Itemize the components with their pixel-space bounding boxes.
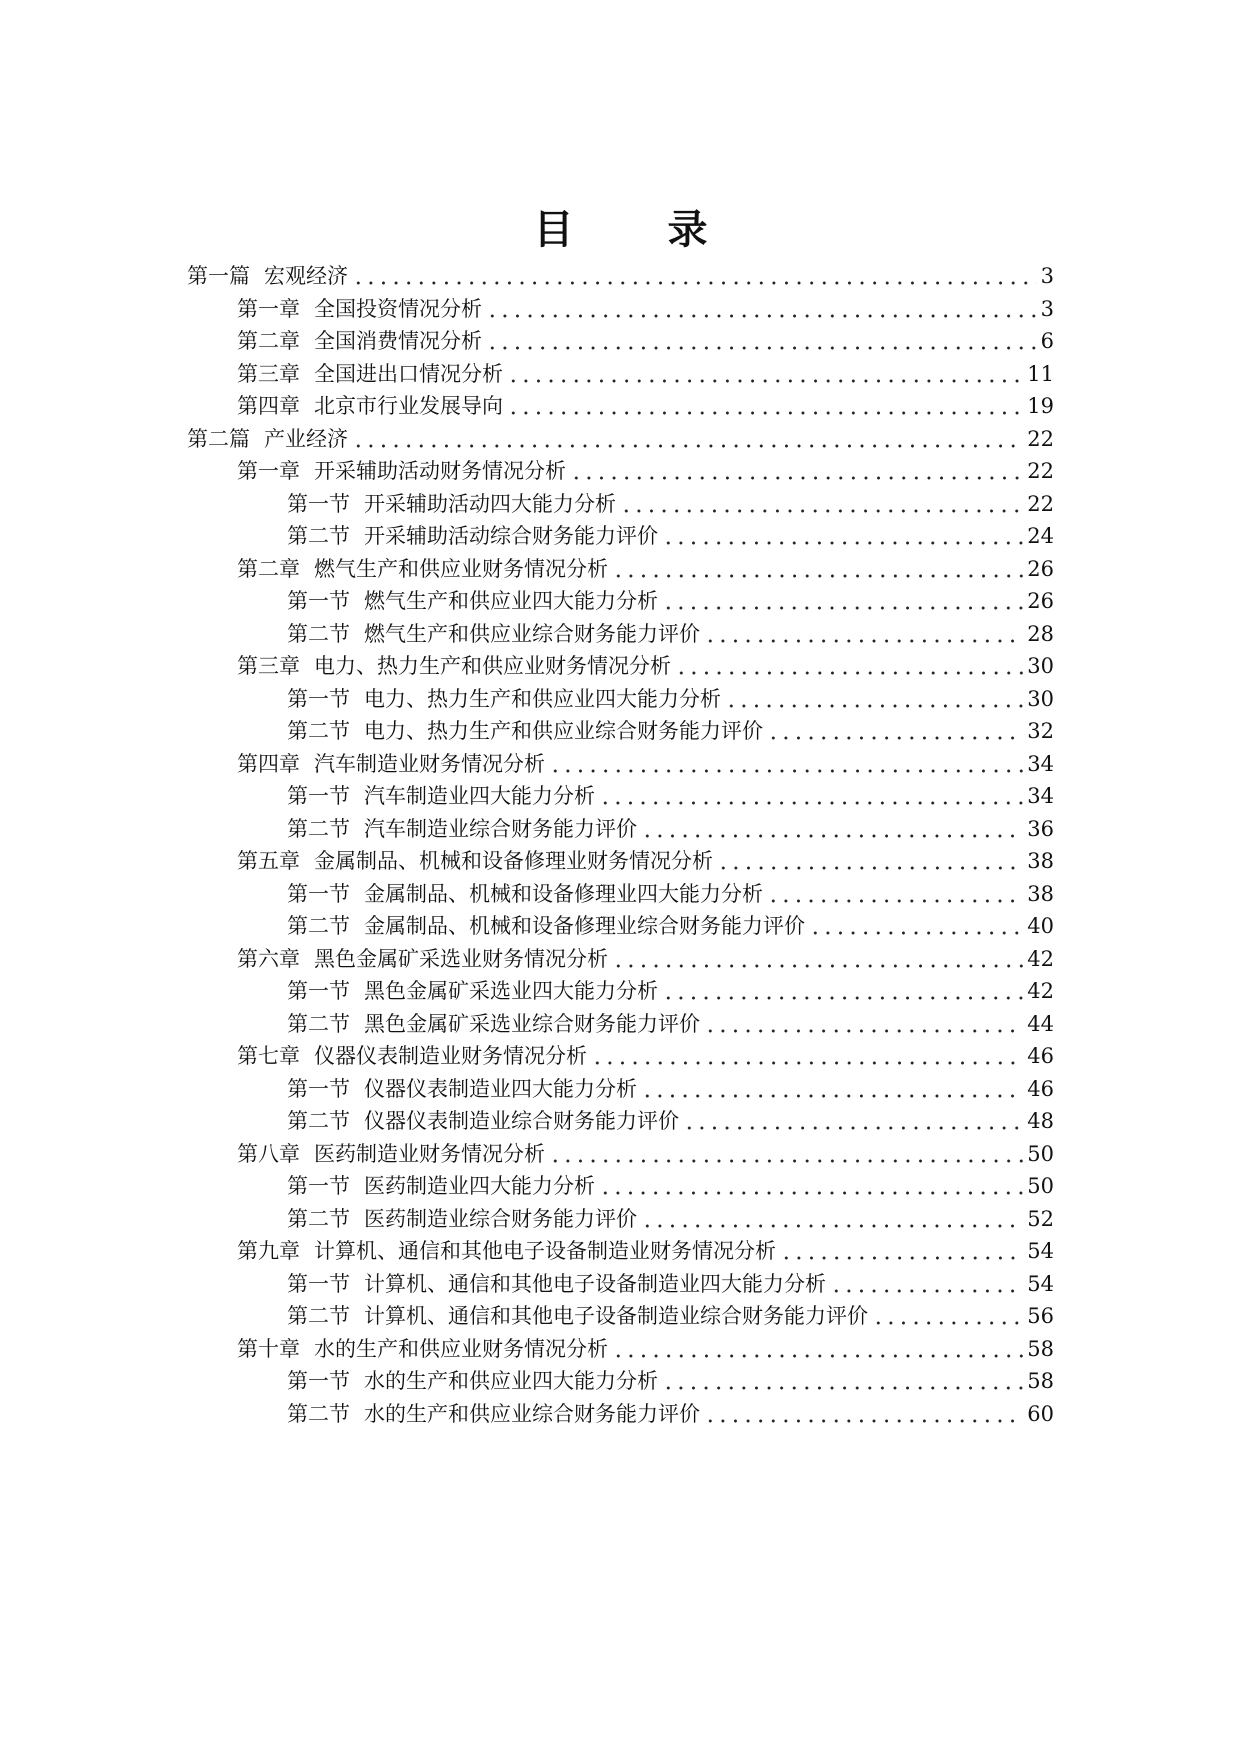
toc-entry-text: 电力、热力生产和供应业综合财务能力评价 (364, 719, 763, 743)
toc-entry[interactable] (187, 813, 1054, 846)
toc-entry-page-number: 38 (1027, 849, 1054, 873)
toc-entry[interactable] (187, 1008, 1054, 1041)
toc-entry-number: 第五章 (237, 849, 300, 873)
toc-entry-page-number: 30 (1027, 654, 1054, 678)
toc-entry-label (287, 618, 700, 651)
toc-entry-text: 水的生产和供应业综合财务能力评价 (364, 1401, 700, 1426)
dot-leader (704, 622, 1023, 643)
toc-entry[interactable] (187, 553, 1054, 586)
toc-entry-text: 汽车制造业四大能力分析 (364, 784, 595, 808)
toc-entry-page-number: 3 (1040, 296, 1054, 321)
toc-entry[interactable] (187, 358, 1054, 391)
toc-entry-text: 燃气生产和供应业综合财务能力评价 (364, 621, 700, 646)
dot-leader (591, 1044, 1023, 1065)
toc-entry-label (237, 845, 713, 878)
dot-leader (641, 1077, 1023, 1098)
toc-entry-label (287, 1008, 700, 1041)
toc-entry-label (287, 585, 658, 618)
toc-entry-page-number: 32 (1027, 719, 1054, 743)
toc-entry[interactable] (187, 1105, 1054, 1138)
toc-entry-text: 水的生产和供应业财务情况分析 (314, 1336, 608, 1361)
dot-leader (612, 1337, 1023, 1358)
toc-entry[interactable] (187, 683, 1054, 716)
dot-leader (767, 719, 1023, 740)
toc-entry-number: 第二节 (287, 1109, 350, 1133)
toc-entry-page-number: 26 (1027, 589, 1054, 613)
toc-entry-text: 电力、热力生产和供应业财务情况分析 (314, 654, 671, 678)
toc-entry-page-number: 24 (1027, 524, 1054, 548)
toc-entry[interactable] (187, 618, 1054, 651)
toc-entry-text: 黑色金属矿采选业财务情况分析 (314, 946, 608, 971)
toc-entry[interactable] (187, 520, 1054, 553)
toc-entry-number: 第一节 (287, 1369, 350, 1393)
toc-entry-number: 第一篇 (187, 264, 250, 288)
dot-leader (612, 947, 1023, 968)
toc-entry-page-number: 28 (1027, 621, 1054, 646)
toc-entry[interactable] (187, 293, 1054, 326)
toc-entry-text: 产业经济 (264, 426, 348, 451)
toc-entry-number: 第二节 (287, 524, 350, 548)
toc-entry-number: 第二节 (287, 1206, 350, 1231)
toc-entry-number: 第二节 (287, 719, 350, 743)
dot-leader (767, 882, 1023, 903)
toc-entry-page-number: 58 (1027, 1369, 1054, 1393)
toc-entry-number: 第二节 (287, 1304, 350, 1328)
dot-leader (704, 1012, 1023, 1033)
toc-entry-number: 第七章 (237, 1044, 300, 1068)
toc-entry-number: 第二篇 (187, 426, 250, 451)
toc-entry[interactable] (187, 1170, 1054, 1203)
toc-entry-text: 黑色金属矿采选业综合财务能力评价 (364, 1011, 700, 1036)
toc-entry-number: 第一章 (237, 296, 300, 321)
toc-entry-number: 第二节 (287, 621, 350, 646)
toc-entry-text: 汽车制造业综合财务能力评价 (364, 816, 637, 841)
toc-entry-label (287, 1203, 637, 1236)
toc-entry-number: 第一节 (287, 784, 350, 808)
toc-entry-label (287, 780, 595, 813)
toc-entry-page-number: 42 (1027, 979, 1054, 1003)
toc-entry-text: 汽车制造业财务情况分析 (314, 751, 545, 776)
dot-leader (704, 1402, 1023, 1423)
toc-entry-label (237, 325, 482, 358)
toc-entry-text: 计算机、通信和其他电子设备制造业综合财务能力评价 (364, 1304, 868, 1328)
toc-entry-number: 第一节 (287, 881, 350, 906)
toc-entry-number: 第一节 (287, 979, 350, 1003)
toc-entry-text: 计算机、通信和其他电子设备制造业四大能力分析 (364, 1271, 826, 1296)
dot-leader (352, 427, 1023, 448)
toc-entry-page-number: 22 (1027, 426, 1054, 451)
toc-entry-page-number: 19 (1027, 394, 1054, 418)
toc-entry-text: 水的生产和供应业四大能力分析 (364, 1369, 658, 1393)
toc-entry-text: 仪器仪表制造业四大能力分析 (364, 1076, 637, 1101)
toc-entry-number: 第二节 (287, 1011, 350, 1036)
toc-entry-text: 黑色金属矿采选业四大能力分析 (364, 979, 658, 1003)
toc-entry-page-number: 54 (1027, 1239, 1054, 1263)
toc-entry-number: 第二节 (287, 1401, 350, 1426)
toc-entry[interactable] (187, 1268, 1054, 1301)
dot-leader (725, 687, 1023, 708)
dot-leader (507, 394, 1023, 415)
toc-entry-label (237, 943, 608, 976)
dot-leader (486, 297, 1037, 318)
toc-entry-label (237, 1040, 587, 1073)
dot-leader (620, 492, 1023, 513)
toc-entry[interactable] (187, 650, 1054, 683)
toc-entry-page-number: 34 (1027, 784, 1054, 808)
toc-entry-number: 第一节 (287, 686, 350, 711)
toc-entry-page-number: 56 (1027, 1304, 1054, 1328)
toc-entry-label (287, 813, 637, 846)
toc-entry-label (237, 650, 671, 683)
toc-entry-text: 开采辅助活动综合财务能力评价 (364, 524, 658, 548)
toc-entry-label (237, 358, 503, 391)
toc-entry[interactable] (187, 975, 1054, 1008)
dot-leader (612, 557, 1023, 578)
toc-entry-text: 仪器仪表制造业财务情况分析 (314, 1044, 587, 1068)
toc-entry-text: 金属制品、机械和设备修理业四大能力分析 (364, 881, 763, 906)
toc-entry-page-number: 3 (1040, 264, 1054, 288)
toc-entry[interactable] (187, 1203, 1054, 1236)
toc-entry-label (287, 488, 616, 521)
toc-entry-label (237, 1333, 608, 1366)
dot-leader (662, 524, 1023, 545)
toc-entry[interactable] (187, 1333, 1054, 1366)
toc-entry[interactable] (187, 1073, 1054, 1106)
toc-entry-label (287, 975, 658, 1008)
toc-entry-text: 计算机、通信和其他电子设备制造业财务情况分析 (314, 1239, 776, 1263)
toc-entry-label (187, 260, 348, 293)
toc-entry-label (287, 1398, 700, 1431)
toc-entry-page-number: 52 (1027, 1206, 1054, 1231)
toc-entry-page-number: 40 (1027, 914, 1054, 938)
toc-entry[interactable] (187, 943, 1054, 976)
toc-entry-number: 第八章 (237, 1141, 300, 1166)
toc-entry-label (287, 878, 763, 911)
toc-entry[interactable] (187, 1300, 1054, 1333)
dot-leader (549, 752, 1023, 773)
toc-entry-text: 燃气生产和供应业四大能力分析 (364, 589, 658, 613)
toc-entry-number: 第一节 (287, 589, 350, 613)
toc-entry-number: 第二节 (287, 914, 350, 938)
toc-entry-text: 北京市行业发展导向 (314, 394, 503, 418)
toc-entry-text: 全国进出口情况分析 (314, 361, 503, 386)
toc-entry-page-number: 50 (1027, 1141, 1054, 1166)
toc-entry[interactable] (187, 585, 1054, 618)
toc-entry-number: 第一节 (287, 1076, 350, 1101)
toc-entry-number: 第三章 (237, 654, 300, 678)
toc-entry[interactable] (187, 715, 1054, 748)
toc-entry-page-number: 46 (1027, 1076, 1054, 1101)
toc-title: 目 录 (533, 207, 748, 253)
toc-entry-label (237, 390, 503, 423)
toc-entry-text: 医药制造业综合财务能力评价 (364, 1206, 637, 1231)
dot-leader (570, 459, 1023, 480)
toc-entry-number: 第九章 (237, 1239, 300, 1263)
toc-entry-page-number: 42 (1027, 946, 1054, 971)
toc-entry[interactable] (187, 325, 1054, 358)
toc-entry[interactable] (187, 260, 1054, 293)
toc-entry-page-number: 11 (1027, 361, 1054, 386)
toc-entry-text: 宏观经济 (264, 264, 348, 288)
toc-entry-page-number: 34 (1027, 751, 1054, 776)
dot-leader (662, 589, 1023, 610)
toc-entry-label (237, 1235, 776, 1268)
toc-entry-page-number: 6 (1040, 329, 1054, 353)
dot-leader (780, 1239, 1023, 1260)
toc-entry[interactable] (187, 390, 1054, 423)
toc-entry-text: 开采辅助活动财务情况分析 (314, 459, 566, 483)
toc-entry[interactable] (187, 1040, 1054, 1073)
toc-entry-text: 医药制造业财务情况分析 (314, 1141, 545, 1166)
toc-entry[interactable] (187, 1235, 1054, 1268)
toc-entry-number: 第二章 (237, 329, 300, 353)
toc-entry-label (287, 1300, 868, 1333)
toc-entry-number: 第四章 (237, 751, 300, 776)
toc-entry-page-number: 46 (1027, 1044, 1054, 1068)
toc-entry-page-number: 30 (1027, 686, 1054, 711)
toc-entry-label (237, 455, 566, 488)
toc-entry-page-number: 48 (1027, 1109, 1054, 1133)
dot-leader (675, 654, 1023, 675)
toc-entry-text: 仪器仪表制造业综合财务能力评价 (364, 1109, 679, 1133)
toc-entry-text: 金属制品、机械和设备修理业财务情况分析 (314, 849, 713, 873)
toc-entry-page-number: 22 (1027, 459, 1054, 483)
dot-leader (599, 1174, 1023, 1195)
toc-entry[interactable] (187, 1365, 1054, 1398)
toc-entry-number: 第一节 (287, 491, 350, 516)
toc-entry-label (287, 1105, 679, 1138)
dot-leader (641, 1207, 1023, 1228)
toc-entry-label (237, 1138, 545, 1171)
toc-entry-page-number: 22 (1027, 491, 1054, 516)
toc-entry-page-number: 54 (1027, 1271, 1054, 1296)
toc-entry-text: 电力、热力生产和供应业四大能力分析 (364, 686, 721, 711)
toc-entry-page-number: 44 (1027, 1011, 1054, 1036)
toc-entry-text: 全国消费情况分析 (314, 329, 482, 353)
toc-entry[interactable] (187, 845, 1054, 878)
dot-leader (486, 329, 1037, 350)
toc-entry-label (237, 748, 545, 781)
dot-leader (641, 817, 1023, 838)
toc-entry[interactable] (187, 1398, 1054, 1431)
toc-entry-number: 第一节 (287, 1271, 350, 1296)
toc-entry-label (237, 553, 608, 586)
toc-entry-number: 第一章 (237, 459, 300, 483)
toc-entry[interactable] (187, 748, 1054, 781)
dot-leader (717, 849, 1023, 870)
dot-leader (549, 1142, 1023, 1163)
toc-entry-text: 燃气生产和供应业财务情况分析 (314, 556, 608, 581)
dot-leader (809, 914, 1023, 935)
toc-entry-number: 第六章 (237, 946, 300, 971)
toc-list (187, 260, 1054, 1430)
toc-entry-number: 第十章 (237, 1336, 300, 1361)
toc-entry[interactable] (187, 910, 1054, 943)
dot-leader (599, 784, 1023, 805)
dot-leader (872, 1304, 1023, 1325)
toc-entry-label (187, 423, 348, 456)
toc-entry[interactable] (187, 780, 1054, 813)
toc-entry-label (287, 1073, 637, 1106)
toc-entry-label (287, 1170, 595, 1203)
toc-entry-label (237, 293, 482, 326)
toc-entry-text: 全国投资情况分析 (314, 296, 482, 321)
toc-entry-text: 医药制造业四大能力分析 (364, 1174, 595, 1198)
toc-entry-page-number: 26 (1027, 556, 1054, 581)
toc-entry-number: 第四章 (237, 394, 300, 418)
toc-entry-number: 第二章 (237, 556, 300, 581)
dot-leader (830, 1272, 1023, 1293)
dot-leader (662, 1369, 1023, 1390)
toc-entry[interactable] (187, 1138, 1054, 1171)
toc-entry-page-number: 36 (1027, 816, 1054, 841)
toc-entry-page-number: 50 (1027, 1174, 1054, 1198)
toc-entry-number: 第一节 (287, 1174, 350, 1198)
toc-entry-label (287, 1268, 826, 1301)
toc-entry-label (287, 520, 658, 553)
toc-entry[interactable] (187, 423, 1054, 456)
toc-entry[interactable] (187, 488, 1054, 521)
toc-entry-label (287, 683, 721, 716)
dot-leader (352, 264, 1037, 285)
toc-entry-text: 金属制品、机械和设备修理业综合财务能力评价 (364, 914, 805, 938)
dot-leader (683, 1109, 1023, 1130)
toc-entry-label (287, 1365, 658, 1398)
toc-entry-page-number: 38 (1027, 881, 1054, 906)
toc-entry[interactable] (187, 878, 1054, 911)
toc-entry[interactable] (187, 455, 1054, 488)
toc-entry-number: 第二节 (287, 816, 350, 841)
toc-entry-label (287, 715, 763, 748)
toc-entry-number: 第三章 (237, 361, 300, 386)
toc-entry-page-number: 58 (1027, 1336, 1054, 1361)
toc-entry-page-number: 60 (1027, 1401, 1054, 1426)
toc-entry-text: 开采辅助活动四大能力分析 (364, 491, 616, 516)
dot-leader (662, 979, 1023, 1000)
dot-leader (507, 362, 1023, 383)
toc-entry-label (287, 910, 805, 943)
